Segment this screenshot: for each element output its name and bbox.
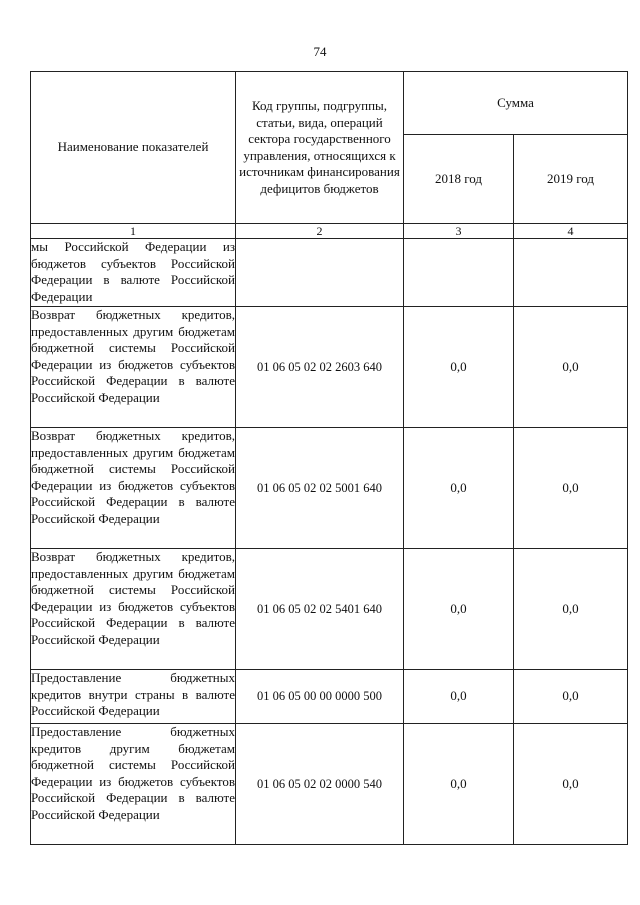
budget-sources-table — [30, 71, 628, 845]
row-value-2018: 0,0 — [404, 724, 514, 845]
table-row — [31, 670, 628, 724]
row-value-2018: 0,0 — [404, 307, 514, 428]
header-name: Наименование показателей — [31, 72, 236, 224]
page-number: 74 — [313, 44, 327, 59]
row-value-2018 — [404, 239, 514, 307]
row-name: Предоставление бюджетных кредитов внутри страны в валюте Российской Федерации — [31, 670, 236, 724]
row-value-2018: 0,0 — [404, 428, 514, 549]
table-row — [31, 239, 628, 307]
row-code: 01 06 05 02 02 5001 640 — [236, 428, 404, 549]
row-name: Возврат бюджетных кредитов, предоставленных другим бюджетам бюджетной системы Российской Федерации из бюджетов субъектов Российской Федерации в валюте Российской Федерации — [31, 428, 236, 549]
row-code: 01 06 05 02 02 0000 540 — [236, 724, 404, 845]
row-name: Возврат бюджетных кредитов, предоставленных другим бюджетам бюджетной системы Российской Федерации из бюджетов субъектов Российской Федерации в валюте Российской Федерации — [31, 549, 236, 670]
row-value-2019: 0,0 — [514, 724, 628, 845]
row-name: мы Российской Федерации из бюджетов субъектов Российской Федерации в валюте Российской Федерации — [31, 239, 236, 307]
row-code — [236, 239, 404, 307]
header-sum: Сумма — [404, 72, 628, 135]
column-number: 2 — [236, 224, 404, 239]
table-row — [31, 549, 628, 670]
column-numbers-row — [31, 224, 628, 239]
row-value-2018: 0,0 — [404, 670, 514, 724]
row-value-2019 — [514, 239, 628, 307]
column-number: 3 — [404, 224, 514, 239]
header-year-2019: 2019 год — [514, 135, 628, 224]
column-number: 4 — [514, 224, 628, 239]
row-value-2019: 0,0 — [514, 307, 628, 428]
row-name: Предоставление бюджетных кредитов другим бюджетам бюджетной системы Российской Федерации из бюджетов субъектов Российской Федерации в валюте Российской Федерации — [31, 724, 236, 845]
row-code: 01 06 05 02 02 2603 640 — [236, 307, 404, 428]
row-value-2019: 0,0 — [514, 549, 628, 670]
header-year-2018: 2018 год — [404, 135, 514, 224]
table-row — [31, 428, 628, 549]
row-value-2018: 0,0 — [404, 549, 514, 670]
row-code: 01 06 05 00 00 0000 500 — [236, 670, 404, 724]
row-value-2019: 0,0 — [514, 670, 628, 724]
table-row — [31, 724, 628, 845]
row-value-2019: 0,0 — [514, 428, 628, 549]
row-code: 01 06 05 02 02 5401 640 — [236, 549, 404, 670]
row-name: Возврат бюджетных кредитов, предоставленных другим бюджетам бюджетной системы Российской Федерации из бюджетов субъектов Российской Федерации в валюте Российской Федерации — [31, 307, 236, 428]
table-row — [31, 307, 628, 428]
column-number: 1 — [31, 224, 236, 239]
header-code: Код группы, подгруппы, статьи, вида, операций сектора государственного управления, относящихся к источникам финансирования дефицитов бюджетов — [236, 72, 404, 224]
